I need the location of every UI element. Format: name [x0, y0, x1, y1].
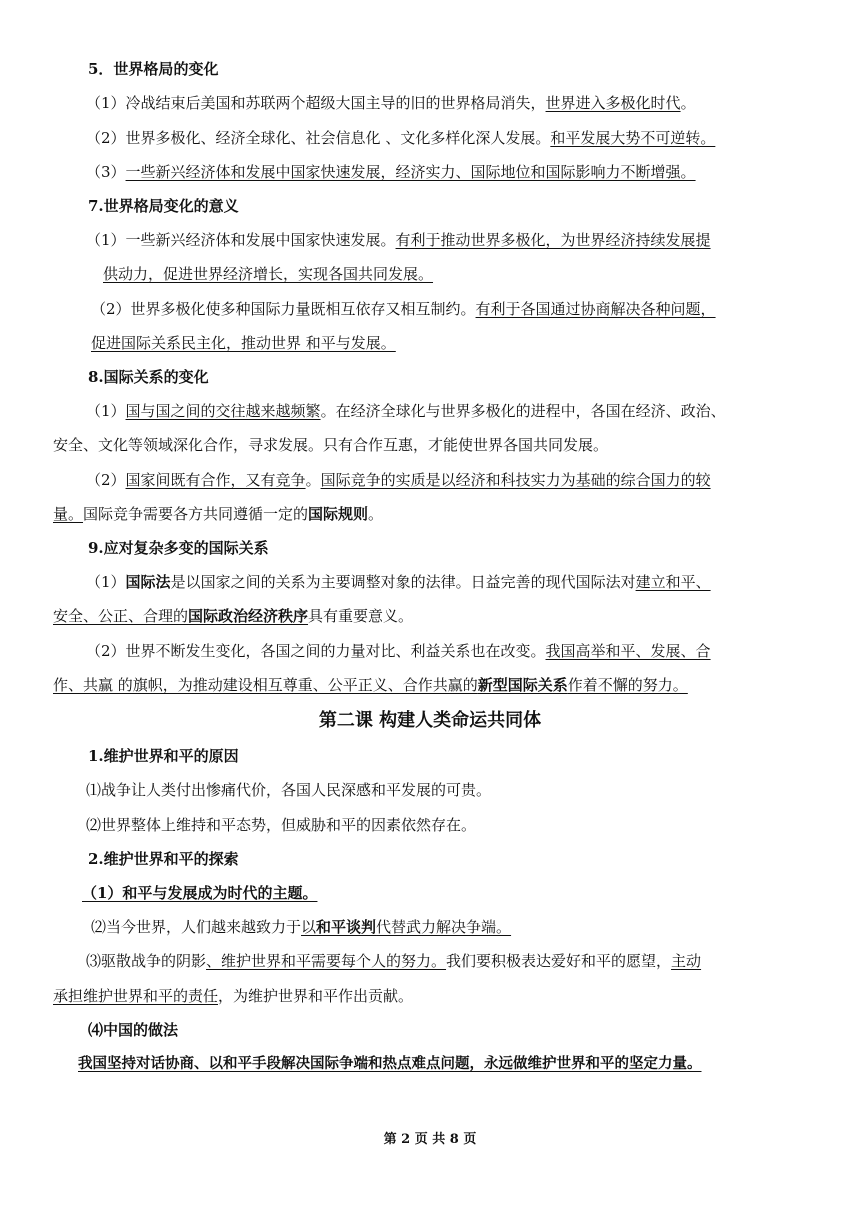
- paragraph-continuation: 承担维护世界和平的责任，为维护世界和平作出贡献。: [53, 987, 414, 1005]
- paragraph: （1）国与国之间的交往越来越频繁。在经济全球化与世界多极化的进程中，各国在经济、政治、: [86, 402, 726, 420]
- paragraph: ⑶驱散战争的阴影、维护世界和平需要每个人的努力。我们要积极表达爱好和平的愿望，主动: [86, 952, 702, 970]
- paragraph-continuation: 促进国际关系民主化，推动世界 和平与发展。: [91, 334, 396, 352]
- paragraph-china-approach: 我国坚持对话协商、以和平手段解决国际争端和热点难点问题，永远做维护世界和平的坚定力量。: [78, 1055, 702, 1072]
- paragraph: （1）冷战结束后美国和苏联两个超级大国主导的旧的世界格局消失，世界进入多极化时代。: [86, 94, 696, 112]
- paragraph: （2）世界不断发生变化，各国之间的力量对比、利益关系也在改变。我国高举和平、发展、合: [86, 642, 711, 660]
- paragraph: ⑵世界整体上维持和平态势，但威胁和平的因素依然存在。: [86, 816, 477, 834]
- heading-complex-relations: 9.应对复杂多变的国际关系: [88, 539, 269, 557]
- paragraph-continuation: 安全、文化等领域深化合作，寻求发展。只有合作互惠，才能使世界各国共同发展。: [53, 436, 609, 454]
- heading-peace-exploration: 2.维护世界和平的探索: [88, 850, 239, 868]
- heading-pattern-significance: 7.世界格局变化的意义: [88, 197, 239, 215]
- paragraph: （2）世界多极化使多种国际力量既相互依存又相互制约。有利于各国通过协商解决各种问题，: [91, 300, 716, 318]
- paragraph: （2）世界多极化、经济全球化、社会信息化 、文化多样化深人发展。和平发展大势不可逆转。: [86, 129, 716, 147]
- paragraph-continuation: 量。国际竞争需要各方共同遵循一定的国际规则。: [53, 505, 384, 523]
- heading-china-approach: ⑷中国的做法: [88, 1021, 179, 1039]
- paragraph: （1）一些新兴经济体和发展中国家快速发展。有利于推动世界多极化，为世界经济持续发展提: [86, 231, 711, 249]
- paragraph-continuation: 安全、公正、合理的国际政治经济秩序具有重要意义。: [53, 607, 414, 625]
- lesson-title: 第二课 构建人类命运共同体: [318, 710, 542, 731]
- heading-relations-change: 8.国际关系的变化: [88, 368, 209, 386]
- paragraph: （3）一些新兴经济体和发展中国家快速发展，经济实力、国际地位和国际影响力不断增强。: [86, 163, 696, 181]
- heading-world-pattern: 5．世界格局的变化: [88, 60, 219, 78]
- paragraph: ⑵当今世界，人们越来越致力于以和平谈判代替武力解决争端。: [91, 918, 512, 936]
- paragraph: （1）和平与发展成为时代的主题。: [82, 884, 318, 902]
- paragraph: （1）国际法是以国家之间的关系为主要调整对象的法律。日益完善的现代国际法对建立和平、: [86, 573, 711, 591]
- paragraph: （2）国家间既有合作，又有竞争。国际竞争的实质是以经济和科技实力为基础的综合国力的较: [86, 471, 711, 489]
- page-footer: 第 2 页 共 8 页: [383, 1132, 477, 1147]
- paragraph: ⑴战争让人类付出惨痛代价，各国人民深感和平发展的可贵。: [86, 781, 492, 799]
- paragraph-continuation: 供动力，促进世界经济增长，实现各国共同发展。: [103, 265, 434, 283]
- paragraph-continuation: 作、共赢 的旗帜，为推动建设相互尊重、公平正义、合作共赢的新型国际关系作着不懈的努力。: [53, 676, 688, 694]
- heading-peace-reasons: 1.维护世界和平的原因: [88, 747, 239, 765]
